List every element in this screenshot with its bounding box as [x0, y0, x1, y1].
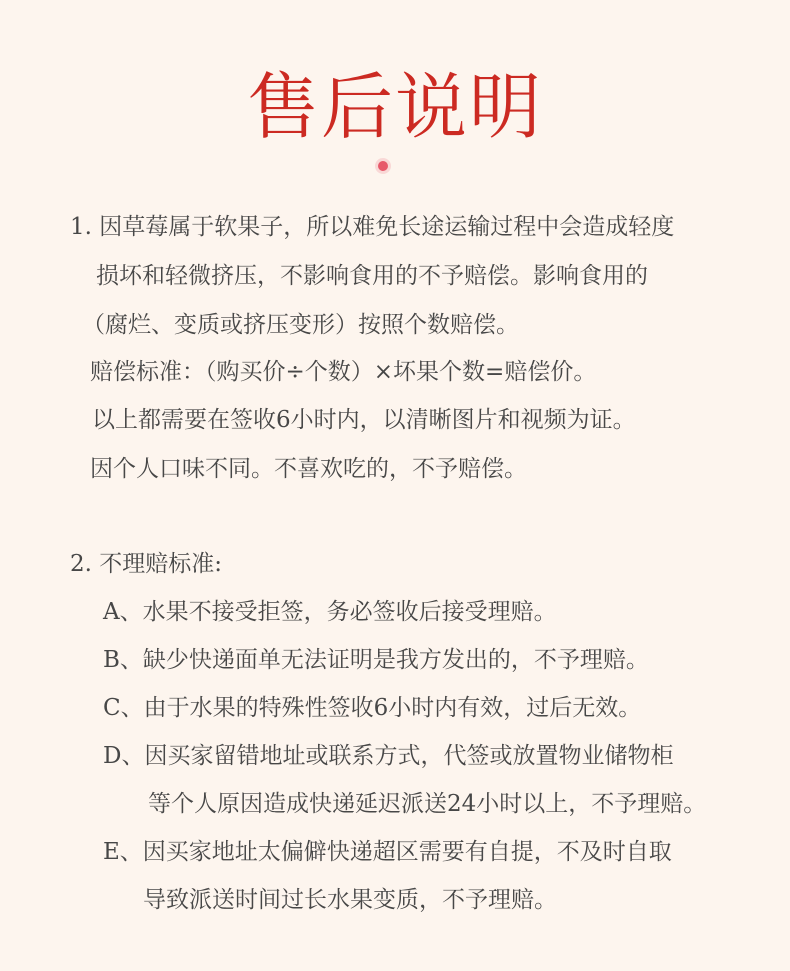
section2-item-e-line2: 导致派送时间过长水果变质，不予理赔。	[143, 887, 557, 913]
section2-item-d-line1: D、因买家留错地址或联系方式，代签或放置物业储物柜	[103, 743, 674, 769]
section1-line5: 以上都需要在签收6小时内，以清晰图片和视频为证。	[92, 407, 636, 433]
title-decoration-dot	[378, 161, 388, 171]
section1-line1: 1. 因草莓属于软果子，所以难免长途运输过程中会造成轻度	[70, 214, 675, 240]
section2-item-d-line2: 等个人原因造成快递延迟派送24小时以上，不予理赔。	[148, 791, 707, 817]
section2-item-c: C、由于水果的特殊性签收6小时内有效，过后无效。	[103, 695, 642, 721]
section2-item-b: B、缺少快递面单无法证明是我方发出的，不予理赔。	[103, 647, 649, 673]
section1-line6: 因个人口味不同。不喜欢吃的，不予赔偿。	[90, 456, 527, 482]
section1-line2: 损坏和轻微挤压，不影响食用的不予赔偿。影响食用的	[96, 263, 648, 289]
page-title: 售后说明	[246, 65, 543, 149]
section1-line3: （腐烂、变质或挤压变形）按照个数赔偿。	[82, 312, 519, 338]
section1-line4: 赔偿标准：（购买价÷个数）×坏果个数=赔偿价。	[90, 359, 597, 385]
section2-item-e-line1: E、因买家地址太偏僻快递超区需要有自提，不及时自取	[103, 839, 672, 865]
section2-item-a: A、水果不接受拒签，务必签收后接受理赔。	[103, 599, 557, 625]
section2-heading: 2. 不理赔标准:	[70, 551, 223, 577]
